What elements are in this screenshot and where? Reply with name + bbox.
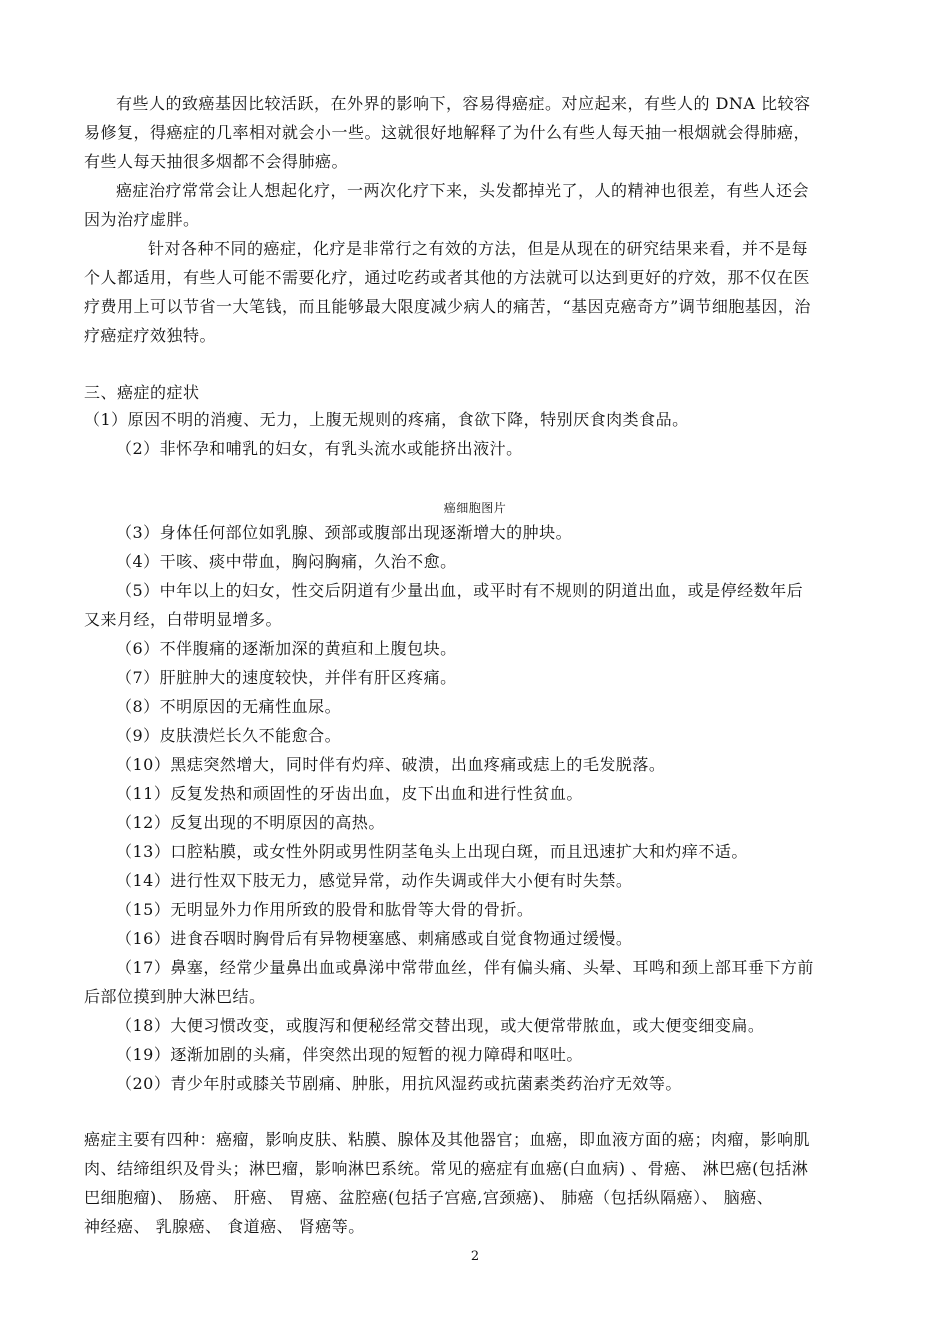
page-number: 2: [470, 1249, 480, 1264]
symptom-item-continuation: 又来月经，白带明显增多。: [84, 610, 283, 629]
symptom-item: （6）不伴腹痛的逐渐加深的黄疸和上腹包块。: [116, 639, 457, 658]
symptom-item: （11）反复发热和顽固性的牙齿出血，皮下出血和进行性贫血。: [116, 784, 583, 803]
closing-line-3: 巴细胞瘤)、 肠癌、 肝癌、 胃癌、盆腔癌(包括子宫癌,宫颈癌)、 肺癌（包括纵隔癌）、 脑癌、: [84, 1188, 774, 1207]
paragraph-2-line-1: 癌症治疗常常会让人想起化疗，一两次化疗下来，头发都掉光了，人的精神也很差，有些人还会: [116, 181, 810, 200]
symptom-item: （15）无明显外力作用所致的股骨和肱骨等大骨的骨折。: [116, 900, 534, 919]
paragraph-3-line-2: 个人都适用，有些人可能不需要化疗，通过吃药或者其他的方法就可以达到更好的疗效，那不仅在医: [84, 268, 811, 287]
symptom-item: （7）肝脏肿大的速度较快，并伴有肝区疼痛。: [116, 668, 457, 687]
closing-line-2: 肉、结缔组织及骨头；淋巴瘤，影响淋巴系统。常见的癌症有血癌(白血病) 、骨癌、 淋巴癌(包括淋: [84, 1159, 809, 1178]
symptom-item: （8）不明原因的无痛性血尿。: [116, 697, 342, 716]
symptom-item: （2）非怀孕和哺乳的妇女，有乳头流水或能挤出液汁。: [116, 439, 523, 458]
paragraph-1-line-2: 易修复，得癌症的几率相对就会小一些。这就很好地解释了为什么有些人每天抽一根烟就会得肺癌，: [84, 123, 811, 142]
section-heading: 三、癌症的症状: [84, 383, 200, 402]
symptom-item: （20）青少年肘或膝关节剧痛、肿胀，用抗风湿药或抗菌素类药治疗无效等。: [116, 1074, 682, 1093]
symptom-item: （17）鼻塞，经常少量鼻出血或鼻涕中常带血丝，伴有偏头痛、头晕、耳鸣和颈上部耳垂下方前: [116, 958, 814, 977]
symptom-item: （18）大便习惯改变，或腹泻和便秘经常交替出现，或大便常带脓血，或大便变细变扁。: [116, 1016, 765, 1035]
symptom-item: （13）口腔粘膜，或女性外阴或男性阴茎龟头上出现白斑，而且迅速扩大和灼痒不适。: [116, 842, 748, 861]
symptom-item: （9）皮肤溃烂长久不能愈合。: [116, 726, 342, 745]
symptom-item-continuation: 后部位摸到肿大淋巴结。: [84, 987, 266, 1006]
paragraph-3-line-4: 疗癌症疗效独特。: [84, 326, 217, 345]
symptom-item: （16）进食吞咽时胸骨后有异物梗塞感、刺痛感或自觉食物通过缓慢。: [116, 929, 633, 948]
symptom-item: （10）黑痣突然增大，同时伴有灼痒、破溃，出血疼痛或痣上的毛发脱落。: [116, 755, 666, 774]
paragraph-1-line-3: 有些人每天抽很多烟都不会得肺癌。: [84, 152, 349, 171]
closing-line-1: 癌症主要有四种：癌瘤，影响皮肤、粘膜、腺体及其他器官；血癌，即血液方面的癌；肉瘤，影响肌: [84, 1130, 811, 1149]
symptom-item: （14）进行性双下肢无力，感觉异常，动作失调或伴大小便有时失禁。: [116, 871, 633, 890]
symptom-item: （12）反复出现的不明原因的高热。: [116, 813, 385, 832]
symptom-item: （19）逐渐加剧的头痛，伴突然出现的短暂的视力障碍和呕吐。: [116, 1045, 583, 1064]
symptom-item: （4）干咳、痰中带血，胸闷胸痛，久治不愈。: [116, 552, 457, 571]
paragraph-3-line-1: 针对各种不同的癌症，化疗是非常行之有效的方法，但是从现在的研究结果来看，并不是每: [148, 239, 809, 258]
paragraph-1-line-1: 有些人的致癌基因比较活跃，在外界的影响下，容易得癌症。对应起来，有些人的 DNA 比较容: [116, 94, 811, 113]
symptom-item: （1）原因不明的消瘦、无力，上腹无规则的疼痛，食欲下降，特别厌食肉类食品。: [84, 410, 689, 429]
closing-line-4: 神经癌、 乳腺癌、 食道癌、 肾癌等。: [84, 1217, 365, 1236]
paragraph-2-line-2: 因为治疗虚胖。: [84, 210, 200, 229]
symptom-item: （5）中年以上的妇女，性交后阴道有少量出血，或平时有不规则的阴道出血，或是停经数年后: [116, 581, 804, 600]
paragraph-3-line-3: 疗费用上可以节省一大笔钱，而且能够最大限度减少病人的痛苦，“基因克癌奇方”调节细胞基因，治: [84, 297, 811, 316]
image-caption: 癌细胞图片: [443, 501, 507, 515]
symptom-item: （3）身体任何部位如乳腺、颈部或腹部出现逐渐增大的肿块。: [116, 523, 573, 542]
